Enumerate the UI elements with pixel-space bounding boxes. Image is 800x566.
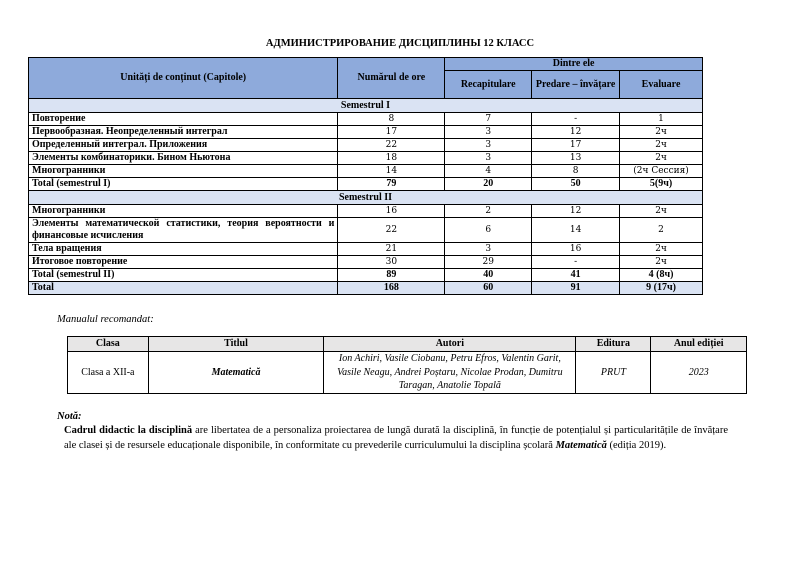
grand-total-row bbox=[29, 282, 703, 295]
hours-cell: 30 bbox=[338, 256, 445, 269]
hours-cell: 22 bbox=[338, 139, 445, 152]
evaluation-cell: 4 (8ч) bbox=[620, 269, 703, 282]
teaching-cell: - bbox=[532, 256, 620, 269]
class-cell: Clasa a XII-a bbox=[68, 352, 149, 394]
total-label: Total (semestrul I) bbox=[29, 178, 338, 191]
evaluation-cell: 5(9ч) bbox=[620, 178, 703, 191]
recap-cell: 20 bbox=[445, 178, 532, 191]
note-lead: Cadrul didactic la disciplină bbox=[64, 425, 193, 436]
teaching-cell: - bbox=[532, 113, 620, 126]
table-row bbox=[29, 218, 703, 243]
semester-1-label: Semestrul I bbox=[29, 99, 703, 113]
unit-name: Элементы математической статистики, теория вероятности и финансовые исчисления bbox=[29, 218, 338, 243]
note-text-2: (ediția 2019). bbox=[606, 440, 667, 451]
recap-cell: 60 bbox=[445, 282, 532, 295]
hours-distribution-table bbox=[28, 57, 703, 295]
page-title: АДМИНИСТРИРОВАНИЕ ДИСЦИПЛИНЫ 12 КЛАСС bbox=[265, 38, 535, 49]
table-row bbox=[29, 205, 703, 218]
hours-cell: 18 bbox=[338, 152, 445, 165]
teaching-cell: 16 bbox=[532, 243, 620, 256]
semester-2-label: Semestrul II bbox=[29, 191, 703, 205]
unit-name: Элементы комбинаторики. Бином Ньютона bbox=[29, 152, 338, 165]
hours-cell: 16 bbox=[338, 205, 445, 218]
evaluation-cell: 2ч bbox=[620, 205, 703, 218]
teaching-cell: 8 bbox=[532, 165, 620, 178]
unit-name: Многогранники bbox=[29, 205, 338, 218]
teaching-cell: 91 bbox=[532, 282, 620, 295]
teaching-cell: 12 bbox=[532, 205, 620, 218]
semester-1-total-row bbox=[29, 178, 703, 191]
teaching-cell: 12 bbox=[532, 126, 620, 139]
recap-cell: 3 bbox=[445, 139, 532, 152]
table-row bbox=[29, 243, 703, 256]
hours-cell: 17 bbox=[338, 126, 445, 139]
evaluation-cell: 2ч bbox=[620, 243, 703, 256]
unit-name: Итоговое повторение bbox=[29, 256, 338, 269]
title-cell: Matematică bbox=[148, 352, 324, 394]
header-publisher: Editura bbox=[576, 337, 651, 352]
header-authors: Autori bbox=[324, 337, 576, 352]
note-subject: Matematică bbox=[555, 440, 607, 451]
header-year: Anul ediției bbox=[651, 337, 747, 352]
recap-cell: 6 bbox=[445, 218, 532, 243]
evaluation-cell: 2ч bbox=[620, 152, 703, 165]
unit-name: Повторение bbox=[29, 113, 338, 126]
table-row bbox=[29, 113, 703, 126]
header-teaching: Predare – învățare bbox=[532, 71, 620, 99]
evaluation-cell: 2 bbox=[620, 218, 703, 243]
recap-cell: 3 bbox=[445, 152, 532, 165]
teaching-cell: 17 bbox=[532, 139, 620, 152]
header-evaluation: Evaluare bbox=[620, 71, 703, 99]
table-row bbox=[29, 139, 703, 152]
evaluation-cell: 9 (17ч) bbox=[620, 282, 703, 295]
hours-cell: 79 bbox=[338, 178, 445, 191]
evaluation-cell: (2ч Сессия) bbox=[620, 165, 703, 178]
recap-cell: 7 bbox=[445, 113, 532, 126]
year-cell: 2023 bbox=[651, 352, 747, 394]
unit-name: Многогранники bbox=[29, 165, 338, 178]
teaching-cell: 50 bbox=[532, 178, 620, 191]
table-row bbox=[68, 352, 747, 394]
header-units: Unități de conținut (Capitole) bbox=[29, 58, 338, 99]
hours-cell: 8 bbox=[338, 113, 445, 126]
teaching-cell: 14 bbox=[532, 218, 620, 243]
hours-cell: 21 bbox=[338, 243, 445, 256]
total-label: Total bbox=[29, 282, 338, 295]
teaching-cell: 13 bbox=[532, 152, 620, 165]
note-body bbox=[64, 423, 728, 453]
hours-cell: 168 bbox=[338, 282, 445, 295]
evaluation-cell: 1 bbox=[620, 113, 703, 126]
header-recap: Recapitulare bbox=[445, 71, 532, 99]
recap-cell: 4 bbox=[445, 165, 532, 178]
header-title: Titlul bbox=[148, 337, 324, 352]
table-row bbox=[29, 152, 703, 165]
table-row bbox=[29, 165, 703, 178]
unit-name: Тела вращения bbox=[29, 243, 338, 256]
recap-cell: 3 bbox=[445, 243, 532, 256]
manual-label: Manualul recomandat: bbox=[57, 314, 154, 325]
evaluation-cell: 2ч bbox=[620, 139, 703, 152]
note-title: Notă: bbox=[57, 411, 82, 422]
hours-cell: 22 bbox=[338, 218, 445, 243]
unit-name: Определенный интеграл. Приложения bbox=[29, 139, 338, 152]
unit-name: Первообразная. Неопределенный интеграл bbox=[29, 126, 338, 139]
recap-cell: 29 bbox=[445, 256, 532, 269]
semester-2-total-row bbox=[29, 269, 703, 282]
recap-cell: 40 bbox=[445, 269, 532, 282]
hours-cell: 14 bbox=[338, 165, 445, 178]
table-row bbox=[29, 256, 703, 269]
teaching-cell: 41 bbox=[532, 269, 620, 282]
authors-cell: Ion Achiri, Vasile Ciobanu, Petru Efros, Valentin Garit, Vasile Neagu, Andrei Poștaru, Nicolae Prodan, Dumitru Taragan, Anatolie Topală bbox=[324, 352, 576, 394]
table-row bbox=[29, 126, 703, 139]
header-class: Clasa bbox=[68, 337, 149, 352]
evaluation-cell: 2ч bbox=[620, 256, 703, 269]
total-label: Total (semestrul II) bbox=[29, 269, 338, 282]
publisher-cell: PRUT bbox=[576, 352, 651, 394]
note-text-1: are libertatea de a personaliza proiectarea de lungă durată la disciplină, în funcție de potențialul și particularitățile de învățare ale clasei și de resursele educaționale disponibile, în conformitate cu prevederile curriculumului la disciplina școlară bbox=[64, 425, 728, 451]
header-of-which: Dintre ele bbox=[445, 58, 703, 71]
hours-cell: 89 bbox=[338, 269, 445, 282]
header-hours: Numărul de ore bbox=[338, 58, 445, 99]
recap-cell: 2 bbox=[445, 205, 532, 218]
recap-cell: 3 bbox=[445, 126, 532, 139]
evaluation-cell: 2ч bbox=[620, 126, 703, 139]
recommended-manual-table bbox=[67, 336, 747, 394]
